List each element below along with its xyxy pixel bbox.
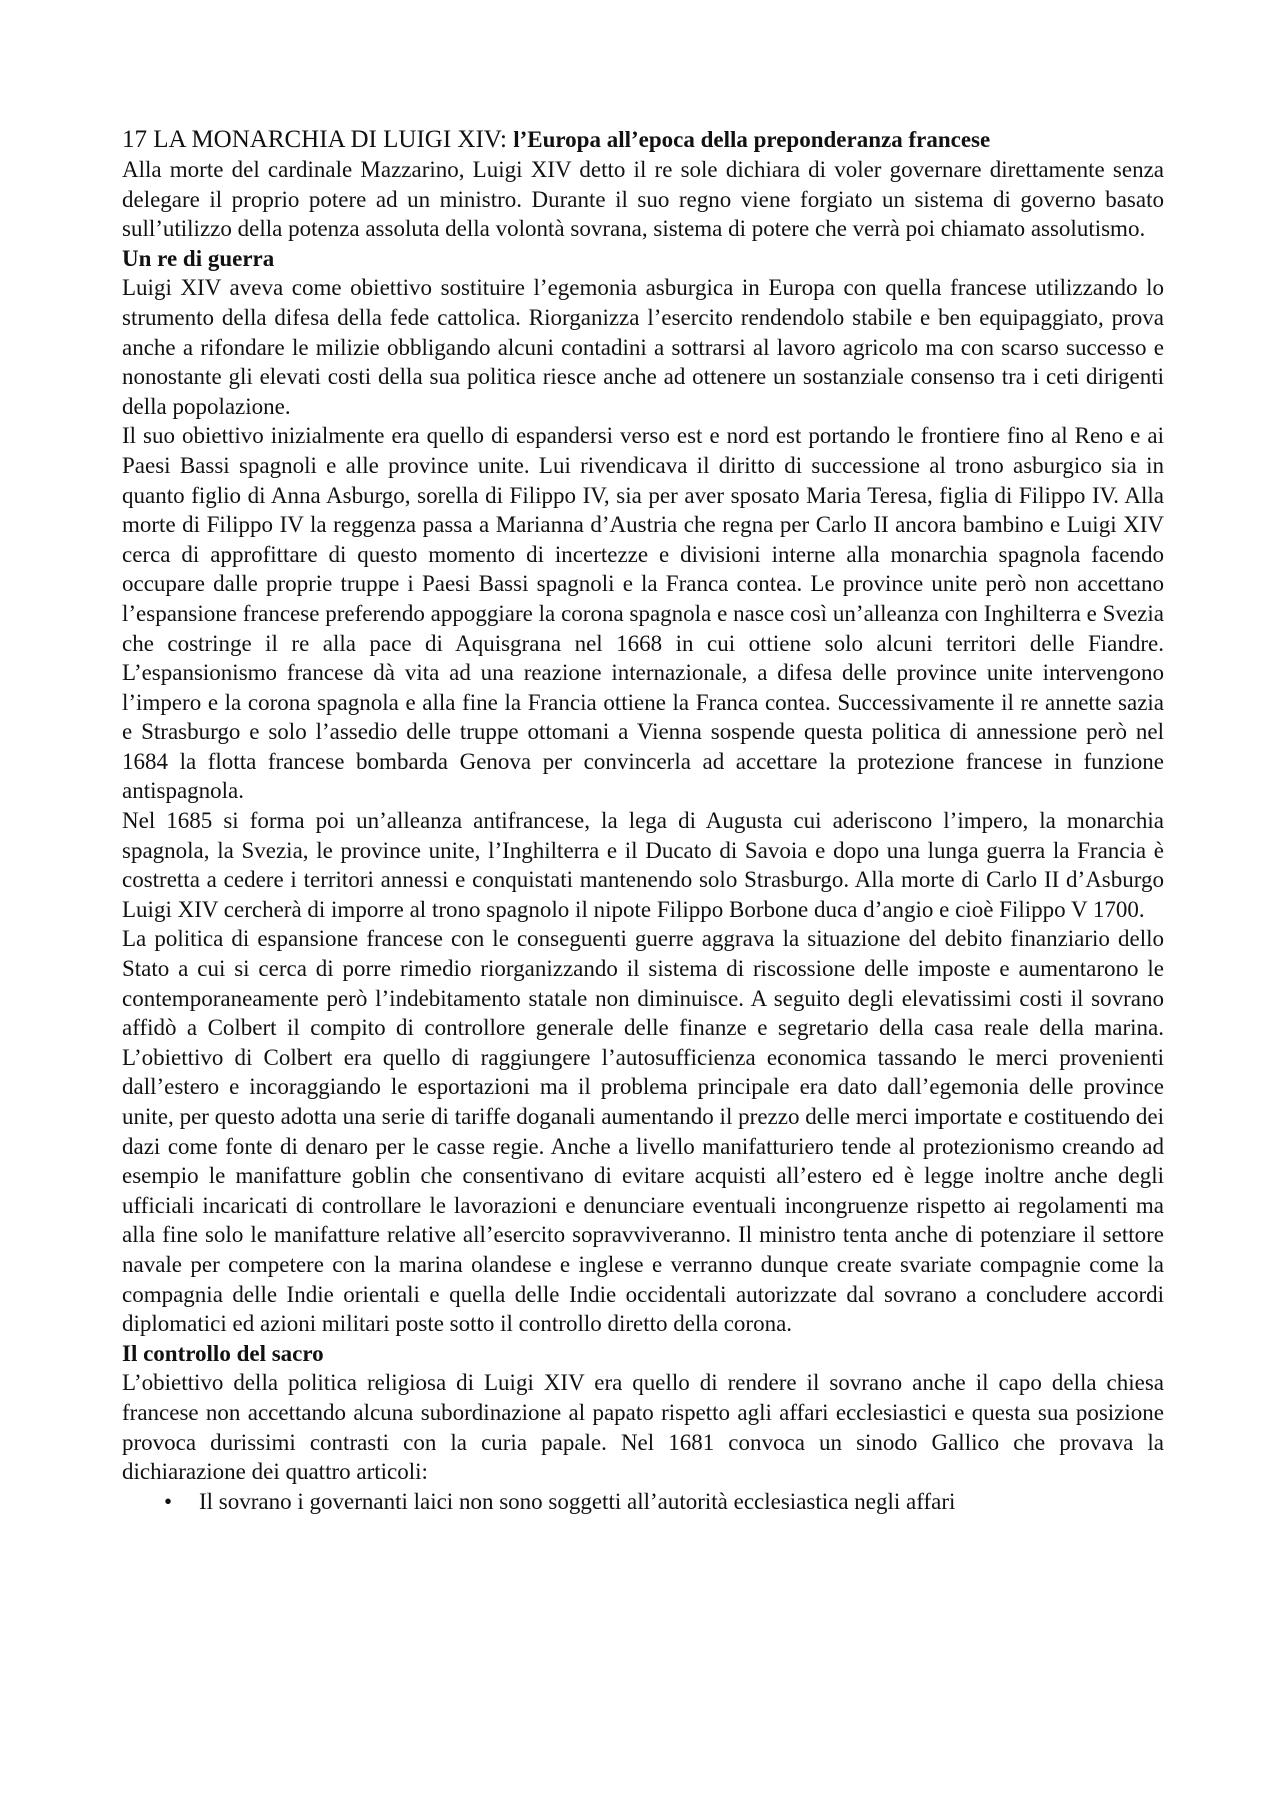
list-item-text: Il sovrano i governanti laici non sono soggetti all’autorità ecclesiastica negli affari — [199, 1488, 956, 1514]
paragraph: Luigi XIV aveva come obiettivo sostituire l’egemonia asburgica in Europa con quella francese utilizzando lo strumento della difesa della fede cattolica. Riorganizza l’esercito rendendolo stabile e ben equipaggiato, prova anche a rifondare le milizie obbligando alcuni contadini a sottrarsi al lavoro agricolo ma con scarso successo e nonostante gli elevati costi della sua politica riesce anche ad ottenere un sostanziale consenso tra i ceti dirigenti della popolazione. — [122, 275, 1164, 419]
paragraph: La politica di espansione francese con le conseguenti guerre aggrava la situazione del debito finanziario dello Stato a cui si cerca di porre rimedio riorganizzando il sistema di riscossione delle imposte e aumentarono le contemporaneamente però l’indebitamento statale non diminuisce. A seguito degli elevatissimi costi il sovrano affidò a Colbert il compito di controllore generale delle finanze e segretario della casa reale della marina. L’obiettivo di Colbert era quello di raggiungere l’autosufficienza economica tassando le merci provenienti dall’estero e incoraggiando le esportazioni ma il problema principale era dato dall’egemonia delle province unite, per questo adotta una serie di tariffe doganali aumentando il prezzo delle merci importate e costituendo dei dazi come fonte di denaro per le casse regie. Anche a livello manifatturiero tende al protezionismo creando ad esempio le manifatture goblin che consentivano di evitare acquisti all’estero ed è legge inoltre anche degli ufficiali incaricati di controllare le lavorazioni e denunciare eventuali incongruenze rispetto ai regolamenti ma alla fine solo le manifatture relative all’esercito sopravviveranno. Il ministro tenta anche di potenziare il settore navale per competere con la marina olandese e inglese e verranno dunque create svariate compagnie come la compagnia delle Indie orientali e quella delle Indie occidentali autorizzate dal sovrano a concludere accordi diplomatici ed azioni militari poste sotto il controllo diretto della corona. — [122, 926, 1164, 1337]
section-heading-un-re-di-guerra: Un re di guerra — [122, 245, 275, 271]
title-subtitle: l’Europa all’epoca della preponderanza francese — [513, 127, 991, 152]
section-heading-il-controllo-del-sacro: Il controllo del sacro — [122, 1340, 324, 1366]
bullet-list — [122, 1487, 1164, 1517]
paragraph: L’obiettivo della politica religiosa di Luigi XIV era quello di rendere il sovrano anche il capo della chiesa francese non accettando alcuna subordinazione al papato rispetto agli affari ecclesiastici e questa sua posizione provoca durissimi contrasti con la curia papale. Nel 1681 convoca un sinodo Gallico che provava la dichiarazione dei quattro articoli: — [122, 1370, 1164, 1485]
bullet-icon: • — [164, 1488, 173, 1514]
list-item — [122, 1487, 1164, 1517]
document-page — [122, 125, 1164, 1516]
paragraph: Nel 1685 si forma poi un’alleanza antifrancese, la lega di Augusta cui aderiscono l’impero, la monarchia spagnola, la Svezia, le province unite, l’Inghilterra e il Ducato di Savoia e dopo una lunga guerra la Francia è costretta a cedere i territori annessi e conquistati mantenendo solo Strasburgo. Alla morte di Carlo II d’Asburgo Luigi XIV cercherà di imporre al trono spagnolo il nipote Filippo Borbone duca d’angio e cioè Filippo V 1700. — [122, 808, 1164, 922]
intro-paragraph: Alla morte del cardinale Mazzarino, Luigi XIV detto il re sole dichiara di voler governare direttamente senza delegare il proprio potere ad un ministro. Durante il suo regno viene forgiato un sistema di governo basato sull’utilizzo della potenza assoluta della volontà sovrana, sistema di potere che verrà poi chiamato assolutismo. — [122, 157, 1164, 242]
paragraph: Il suo obiettivo inizialmente era quello di espandersi verso est e nord est portando le frontiere fino al Reno e ai Paesi Bassi spagnoli e alle province unite. Lui rivendicava il diritto di successione al trono asburgico sia in quanto figlio di Anna Asburgo, sorella di Filippo IV, sia per aver sposato Maria Teresa, figlia di Filippo IV. Alla morte di Filippo IV la reggenza passa a Marianna d’Austria che regna per Carlo II ancora bambino e Luigi XIV cerca di approfittare di questo momento di incertezze e divisioni interne alla monarchia spagnola facendo occupare dalle proprie truppe i Paesi Bassi spagnoli e la Franca contea. Le province unite però non accettano l’espansione francese preferendo appoggiare la corona spagnola e nasce così un’alleanza con Inghilterra e Svezia che costringe il re alla pace di Aquisgrana nel 1668 in cui ottiene solo alcuni territori delle Fiandre. L’espansionismo francese dà vita ad una reazione internazionale, a difesa delle province unite intervengono l’impero e la corona spagnola e alla fine la Francia ottiene la Franca contea. Successivamente il re annette sazia e Strasburgo e solo l’assedio delle truppe ottomani a Vienna sospende questa politica di annessione però nel 1684 la flotta francese bombarda Genova per convincerla ad accettare la protezione francese in funzione antispagnola. — [122, 423, 1164, 804]
title-separator: : — [499, 126, 514, 153]
document-title — [122, 125, 1164, 155]
title-main: 17 LA MONARCHIA DI LUIGI XIV — [122, 126, 500, 153]
